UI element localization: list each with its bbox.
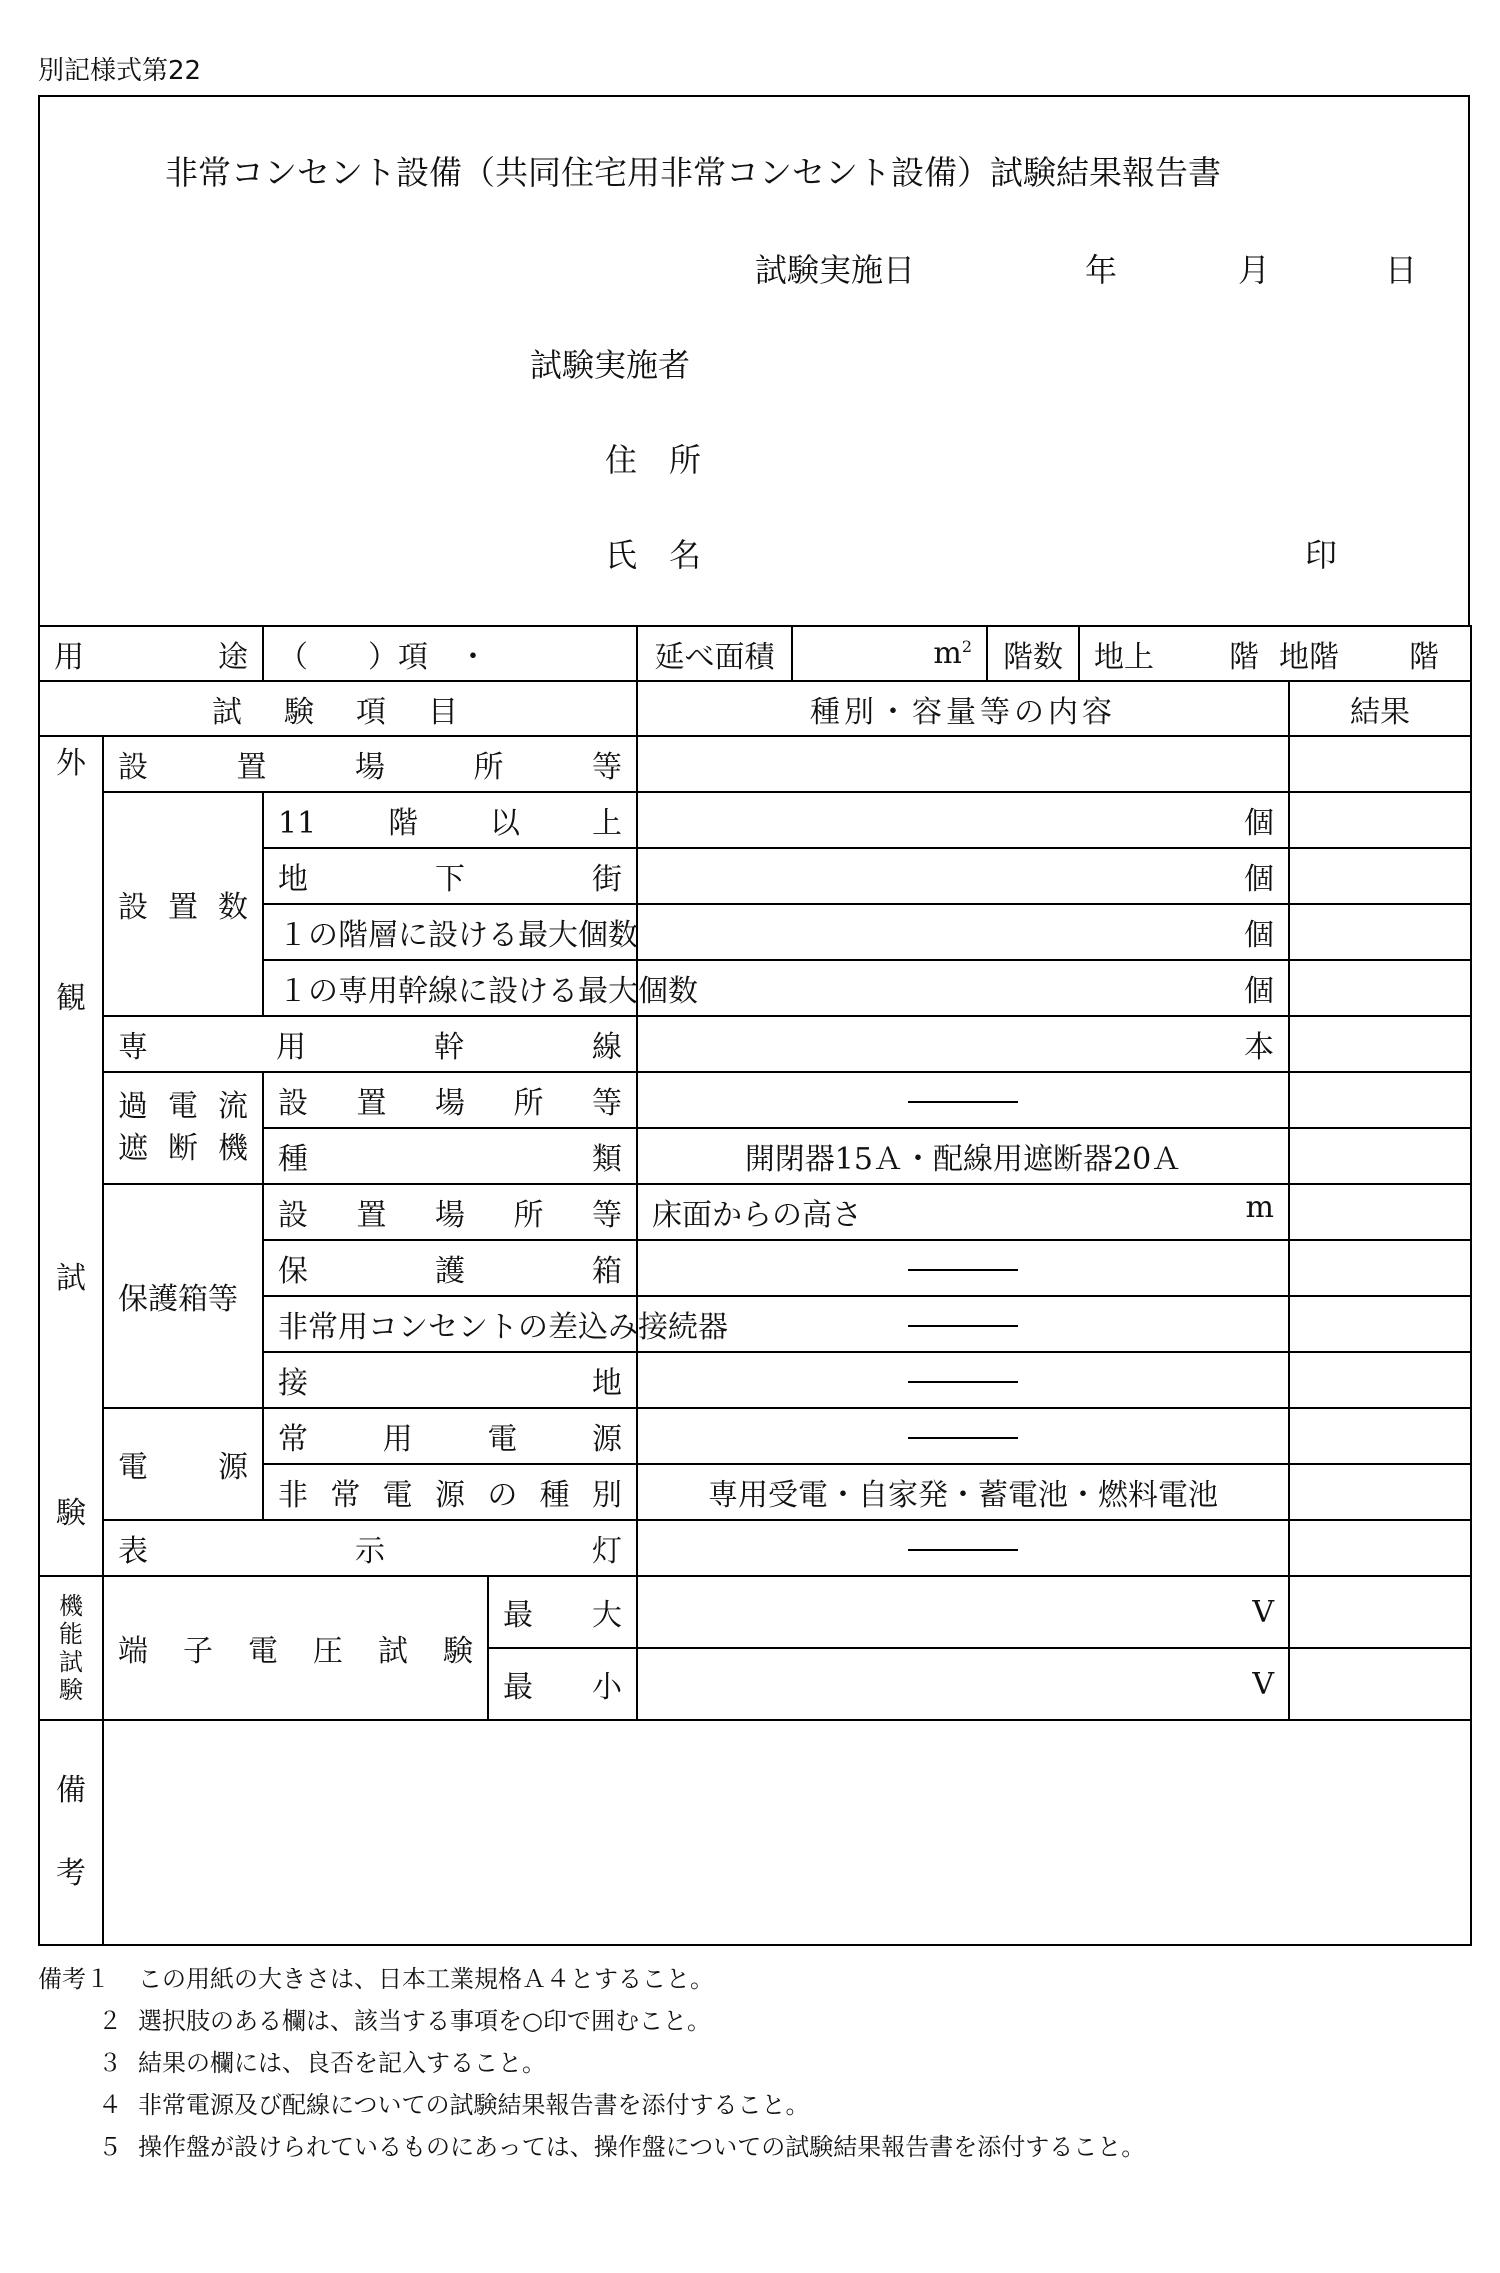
indicator-content[interactable] (637, 1520, 1289, 1576)
test-results-table (38, 625, 1472, 1946)
table-row (39, 736, 1471, 792)
normal-power-label: 常用電源 (263, 1408, 637, 1464)
underground-content[interactable]: 個 (637, 848, 1289, 904)
footnote-head: 備考１ (38, 1965, 110, 1993)
result-header: 結果 (1289, 681, 1471, 736)
install-place-result[interactable] (1289, 736, 1471, 792)
min-label: 最小 (488, 1648, 637, 1720)
floor-unit-1: 階 (1229, 639, 1259, 675)
footnote-item (38, 2126, 1145, 2168)
above-ground-label: 地上 (1094, 639, 1154, 675)
indicator-label: 表示灯 (103, 1520, 637, 1576)
trunk-line-label: 専用幹線 (103, 1016, 637, 1072)
footnote-text: 選択肢のある欄は、該当する事項を○印で囲むこと。 (138, 2007, 711, 2035)
table-row (39, 1016, 1471, 1072)
footnotes (38, 1958, 1145, 2168)
table-row (39, 1520, 1471, 1576)
item-header: 試 験 項 目 (39, 681, 637, 736)
install-place-content[interactable] (637, 736, 1289, 792)
year-label: 年 (1085, 251, 1118, 289)
remarks-row (39, 1720, 1471, 1945)
breaker-type-content[interactable]: 開閉器15Ａ・配線用遮断器20Ａ (637, 1128, 1289, 1184)
max-per-trunk-label: １の専用幹線に設ける最大個数 (263, 960, 637, 1016)
max-per-floor-content[interactable]: 個 (637, 904, 1289, 960)
footnote-number: ２ (98, 2007, 122, 2035)
breaker-type-result[interactable] (1289, 1128, 1471, 1184)
footnote-text: 操作盤が設けられているものにあっては、操作盤についての試験結果報告書を添付すること。 (138, 2133, 1146, 2161)
normal-power-content[interactable] (637, 1408, 1289, 1464)
protect-box-content[interactable] (637, 1240, 1289, 1296)
table-row (39, 1408, 1471, 1464)
floor11-label: 11階以上 (263, 792, 637, 848)
usage-row (39, 626, 1471, 681)
ground-result[interactable] (1289, 1352, 1471, 1408)
max-per-trunk-result[interactable] (1289, 960, 1471, 1016)
unit-m: m (1245, 1190, 1274, 1225)
month-label: 月 (1238, 251, 1271, 289)
breaker-group-label: 過電流 遮断機 (103, 1072, 263, 1184)
max-per-trunk-content[interactable]: 個 (637, 960, 1289, 1016)
trunk-line-content[interactable]: 本 (637, 1016, 1289, 1072)
footnote-text: 結果の欄には、良否を記入すること。 (138, 2049, 546, 2077)
max-content[interactable]: V (637, 1576, 1289, 1648)
floor11-content[interactable]: 個 (637, 792, 1289, 848)
breaker-type-label: 種類 (263, 1128, 637, 1184)
indicator-result[interactable] (1289, 1520, 1471, 1576)
usage-label: 用 途 (39, 626, 263, 681)
box-height-label: 床面からの高さ (652, 1198, 862, 1233)
protect-box-label: 保護箱 (263, 1240, 637, 1296)
footnote-item (38, 2084, 1145, 2126)
footnote-number: ４ (98, 2091, 122, 2119)
underground-result[interactable] (1289, 848, 1471, 904)
install-count-label: 設置数 (103, 792, 263, 1016)
footnote-item (38, 1958, 1145, 2000)
max-label: 最大 (488, 1576, 637, 1648)
not-applicable-dash (908, 1381, 1018, 1383)
protect-box-result[interactable] (1289, 1240, 1471, 1296)
not-applicable-dash (908, 1325, 1018, 1327)
content-header: 種別・容量等の内容 (637, 681, 1289, 736)
floors-label: 階数 (987, 626, 1079, 681)
terminal-test-label: 端子電圧試験 (103, 1576, 488, 1720)
form-number: 別記様式第22 (38, 56, 202, 86)
outlet-connector-result[interactable] (1289, 1296, 1471, 1352)
ground-content[interactable] (637, 1352, 1289, 1408)
ground-label: 接地 (263, 1352, 637, 1408)
box-group-label: 保護箱等 (103, 1184, 263, 1408)
outlet-connector-label: 非常用コンセントの差込み接続器 (263, 1296, 637, 1352)
breaker-place-label: 設置場所等 (263, 1072, 637, 1128)
floor11-result[interactable] (1289, 792, 1471, 848)
footnote-text: 非常電源及び配線についての試験結果報告書を添付すること。 (138, 2091, 810, 2119)
box-place-label: 設置場所等 (263, 1184, 637, 1240)
table-row (39, 1184, 1471, 1240)
day-label: 日 (1385, 251, 1418, 289)
trunk-line-result[interactable] (1289, 1016, 1471, 1072)
footnote-number: ５ (98, 2133, 122, 2161)
breaker-place-content[interactable] (637, 1072, 1289, 1128)
min-result[interactable] (1289, 1648, 1471, 1720)
max-result[interactable] (1289, 1576, 1471, 1648)
footnote-text: この用紙の大きさは、日本工業規格Ａ４とすること。 (138, 1965, 714, 1993)
min-content[interactable]: V (637, 1648, 1289, 1720)
outlet-connector-content[interactable] (637, 1296, 1289, 1352)
test-date-label: 試験実施日 (755, 251, 916, 289)
footnote-number: ３ (98, 2049, 122, 2077)
usage-value[interactable]: （ ）項 ・ (263, 626, 637, 681)
area-value[interactable] (792, 626, 987, 681)
remarks-field[interactable] (103, 1720, 1471, 1945)
footnote-item (38, 2000, 1145, 2042)
table-row (39, 1072, 1471, 1128)
functional-test-label: 機 能 試 験 (39, 1576, 103, 1720)
floors-value[interactable] (1079, 626, 1471, 681)
address-label: 住 所 (605, 441, 702, 479)
not-applicable-dash (908, 1269, 1018, 1271)
max-per-floor-label: １の階層に設ける最大個数 (263, 904, 637, 960)
breaker-place-result[interactable] (1289, 1072, 1471, 1128)
column-header-row (39, 681, 1471, 736)
name-label: 氏 名 (605, 536, 702, 574)
area-unit: $m^2$ (933, 636, 972, 671)
report-title: 非常コンセント設備（共同住宅用非常コンセント設備）試験結果報告書 (165, 153, 1221, 192)
remarks-label: 備 考 (39, 1720, 103, 1945)
emergency-power-type-result[interactable] (1289, 1464, 1471, 1520)
max-per-floor-result[interactable] (1289, 904, 1471, 960)
report-header (38, 95, 1470, 625)
underground-label: 地下街 (263, 848, 637, 904)
normal-power-result[interactable] (1289, 1408, 1471, 1464)
not-applicable-dash (908, 1437, 1018, 1439)
emergency-power-type-label: 非常電源の種別 (263, 1464, 637, 1520)
not-applicable-dash (908, 1101, 1018, 1103)
area-label: 延べ面積 (637, 626, 792, 681)
visual-test-label: 外 観 試 験 (39, 736, 103, 1576)
table-row (39, 1576, 1471, 1648)
floor-unit-2: 階 (1409, 639, 1439, 675)
emergency-power-type-content[interactable]: 専用受電・自家発・蓄電池・燃料電池 (637, 1464, 1289, 1520)
not-applicable-dash (908, 1549, 1018, 1551)
table-row (39, 792, 1471, 848)
install-place-label: 設置場所等 (103, 736, 637, 792)
box-place-result[interactable] (1289, 1184, 1471, 1240)
power-group-label: 電 源 (103, 1408, 263, 1520)
seal-label: 印 (1305, 536, 1338, 574)
basement-label: 地階 (1279, 639, 1339, 675)
footnote-item (38, 2042, 1145, 2084)
tester-label: 試験実施者 (530, 346, 691, 384)
box-place-content[interactable] (637, 1184, 1289, 1240)
